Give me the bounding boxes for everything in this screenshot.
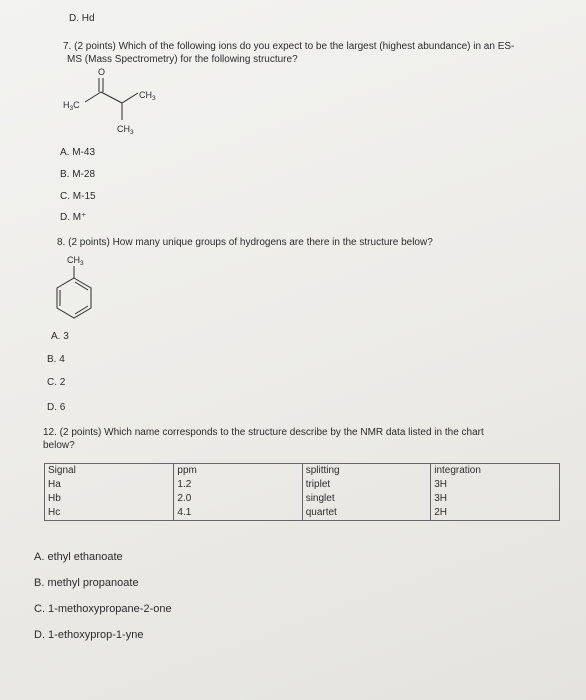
header-signal: Signal [45, 464, 174, 479]
q12-stem-line1: 12. (2 points) Which name corresponds to the structure describe by the NMR data listed in the chart [43, 427, 484, 438]
q8-structure [44, 252, 114, 322]
cell-splitting: quartet [302, 506, 431, 521]
q7-stem-line2: MS (Mass Spectrometry) for the following structure? [67, 54, 298, 65]
q8-stem: 8. (2 points) How many unique groups of hydrogens are there in the structure below? [57, 237, 433, 248]
q12-stem-line2: below? [43, 440, 75, 451]
q7-carbonyl-oxygen: O [98, 67, 106, 77]
q7-structure [58, 60, 178, 140]
q7-stem-line1: 7. (2 points) Which of the following ions do you expect to be the largest (highest abundance) in an ES- [63, 41, 515, 52]
q12-option-b: B. methyl propanoate [34, 577, 139, 589]
cell-integration: 3H [431, 478, 560, 492]
q7-left-methyl: $H_3C$ [63, 100, 80, 112]
q8-option-d: D. 6 [47, 402, 66, 413]
q7-option-c: C. M-15 [60, 191, 96, 202]
header-splitting: splitting [302, 464, 431, 479]
q7-option-a: A. M-43 [60, 147, 96, 158]
table-row [45, 506, 560, 521]
nmr-data-table [44, 463, 560, 521]
q12-option-c: C. 1-methoxypropane-2-one [34, 603, 172, 615]
cell-splitting: triplet [302, 478, 431, 492]
table-row [45, 478, 560, 492]
table-row [45, 492, 560, 506]
table-header-row [45, 464, 560, 479]
cell-signal: Hc [45, 506, 174, 521]
cell-ppm: 2.0 [174, 492, 302, 506]
header-integration: integration [431, 464, 560, 479]
q7-option-b: B. M-28 [60, 169, 96, 180]
header-ppm: ppm [174, 464, 302, 479]
q7-option-d: D. M⁺ [60, 212, 87, 223]
cell-ppm: 1.2 [174, 478, 302, 492]
q7-branch-methyl: $CH_3$ [117, 124, 134, 136]
q6-option-d: D. Hd [69, 13, 95, 24]
cell-integration: 3H [431, 492, 560, 506]
q12-option-a: A. ethyl ethanoate [34, 551, 123, 563]
q12-option-d: D. 1-ethoxyprop-1-yne [34, 629, 144, 641]
cell-splitting: singlet [302, 492, 431, 506]
cell-signal: Ha [45, 478, 174, 492]
cell-integration: 2H [431, 506, 560, 521]
q8-option-a: A. 3 [51, 331, 69, 342]
cell-signal: Hb [45, 492, 174, 506]
cell-ppm: 4.1 [174, 506, 302, 521]
q8-option-b: B. 4 [47, 354, 65, 365]
q8-option-c: C. 2 [47, 377, 66, 388]
q7-right-methyl: $CH_3$ [139, 90, 156, 102]
q8-methyl-substituent: $CH_3$ [67, 255, 84, 267]
